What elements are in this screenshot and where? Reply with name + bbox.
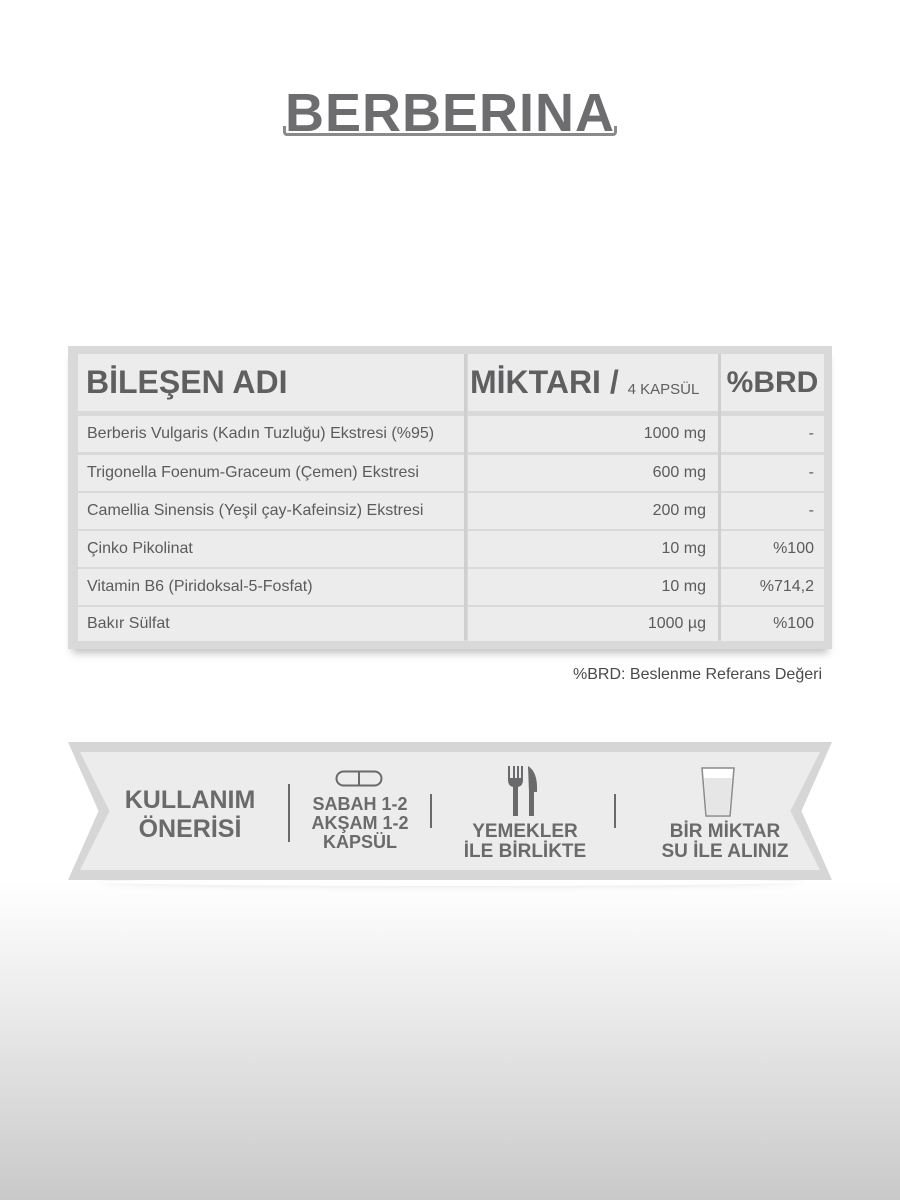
ingredient-brd: -: [721, 493, 824, 529]
water-line: SU İLE ALINIZ: [661, 840, 789, 862]
separator: [430, 794, 432, 828]
ingredient-amount: 10 mg: [468, 531, 718, 567]
fork-knife-icon: [506, 766, 540, 816]
column-divider: [464, 354, 467, 640]
food-line: YEMEKLER: [472, 821, 578, 842]
ingredient-amount: 1000 µg: [468, 607, 718, 641]
header-amount-unit: 4 KAPSÜL: [627, 381, 700, 398]
usage-title-line: KULLANIM: [124, 786, 256, 814]
ingredient-name: Trigonella Foenum-Graceum (Çemen) Ekstresi: [78, 455, 464, 491]
water-glass-icon: [700, 766, 736, 818]
food-line: İLE BİRLİKTE: [463, 840, 587, 862]
ingredient-amount: 10 mg: [468, 569, 718, 605]
header-amount: [468, 354, 718, 411]
ingredient-name: Çinko Pikolinat: [78, 531, 464, 567]
ingredient-name: Berberis Vulgaris (Kadın Tuzluğu) Ekstresi (%95): [78, 416, 464, 452]
header-name: BİLEŞEN ADI: [78, 354, 464, 411]
header-brd: %BRD: [721, 354, 824, 411]
dose-line: AKŞAM 1-2: [311, 812, 409, 833]
ingredient-amount: 600 mg: [468, 455, 718, 491]
water-line: BİR MİKTAR: [669, 821, 781, 842]
usage-dose: [290, 795, 430, 852]
capsule-icon: [335, 770, 383, 788]
footnote: %BRD: Beslenme Referans Değeri: [573, 666, 822, 683]
ingredient-name: Bakır Sülfat: [78, 607, 464, 641]
ingredient-brd: -: [721, 416, 824, 452]
dose-line: SABAH 1-2: [312, 794, 408, 814]
ingredient-brd: %714,2: [721, 569, 824, 605]
dose-line: KAPSÜL: [322, 831, 397, 852]
usage-title-line: ÖNERİSİ: [138, 814, 242, 843]
separator: [614, 794, 616, 828]
product-title: BERBERINA: [284, 83, 616, 143]
ingredient-name: Vitamin B6 (Piridoksal-5-Fosfat): [78, 569, 464, 605]
ingredient-brd: -: [721, 455, 824, 491]
ingredient-amount: 1000 mg: [468, 416, 718, 452]
ingredient-brd: %100: [721, 531, 824, 567]
column-divider: [718, 354, 721, 640]
header-amount-label: MİKTARI /: [470, 364, 619, 400]
title-underline: [283, 126, 617, 136]
ingredient-amount: 200 mg: [468, 493, 718, 529]
ingredient-brd: %100: [721, 607, 824, 641]
ingredient-name: Camellia Sinensis (Yeşil çay-Kafeinsiz) Ekstresi: [78, 493, 464, 529]
usage-food: [440, 822, 610, 862]
usage-title: [112, 786, 268, 844]
usage-water: [625, 822, 825, 862]
